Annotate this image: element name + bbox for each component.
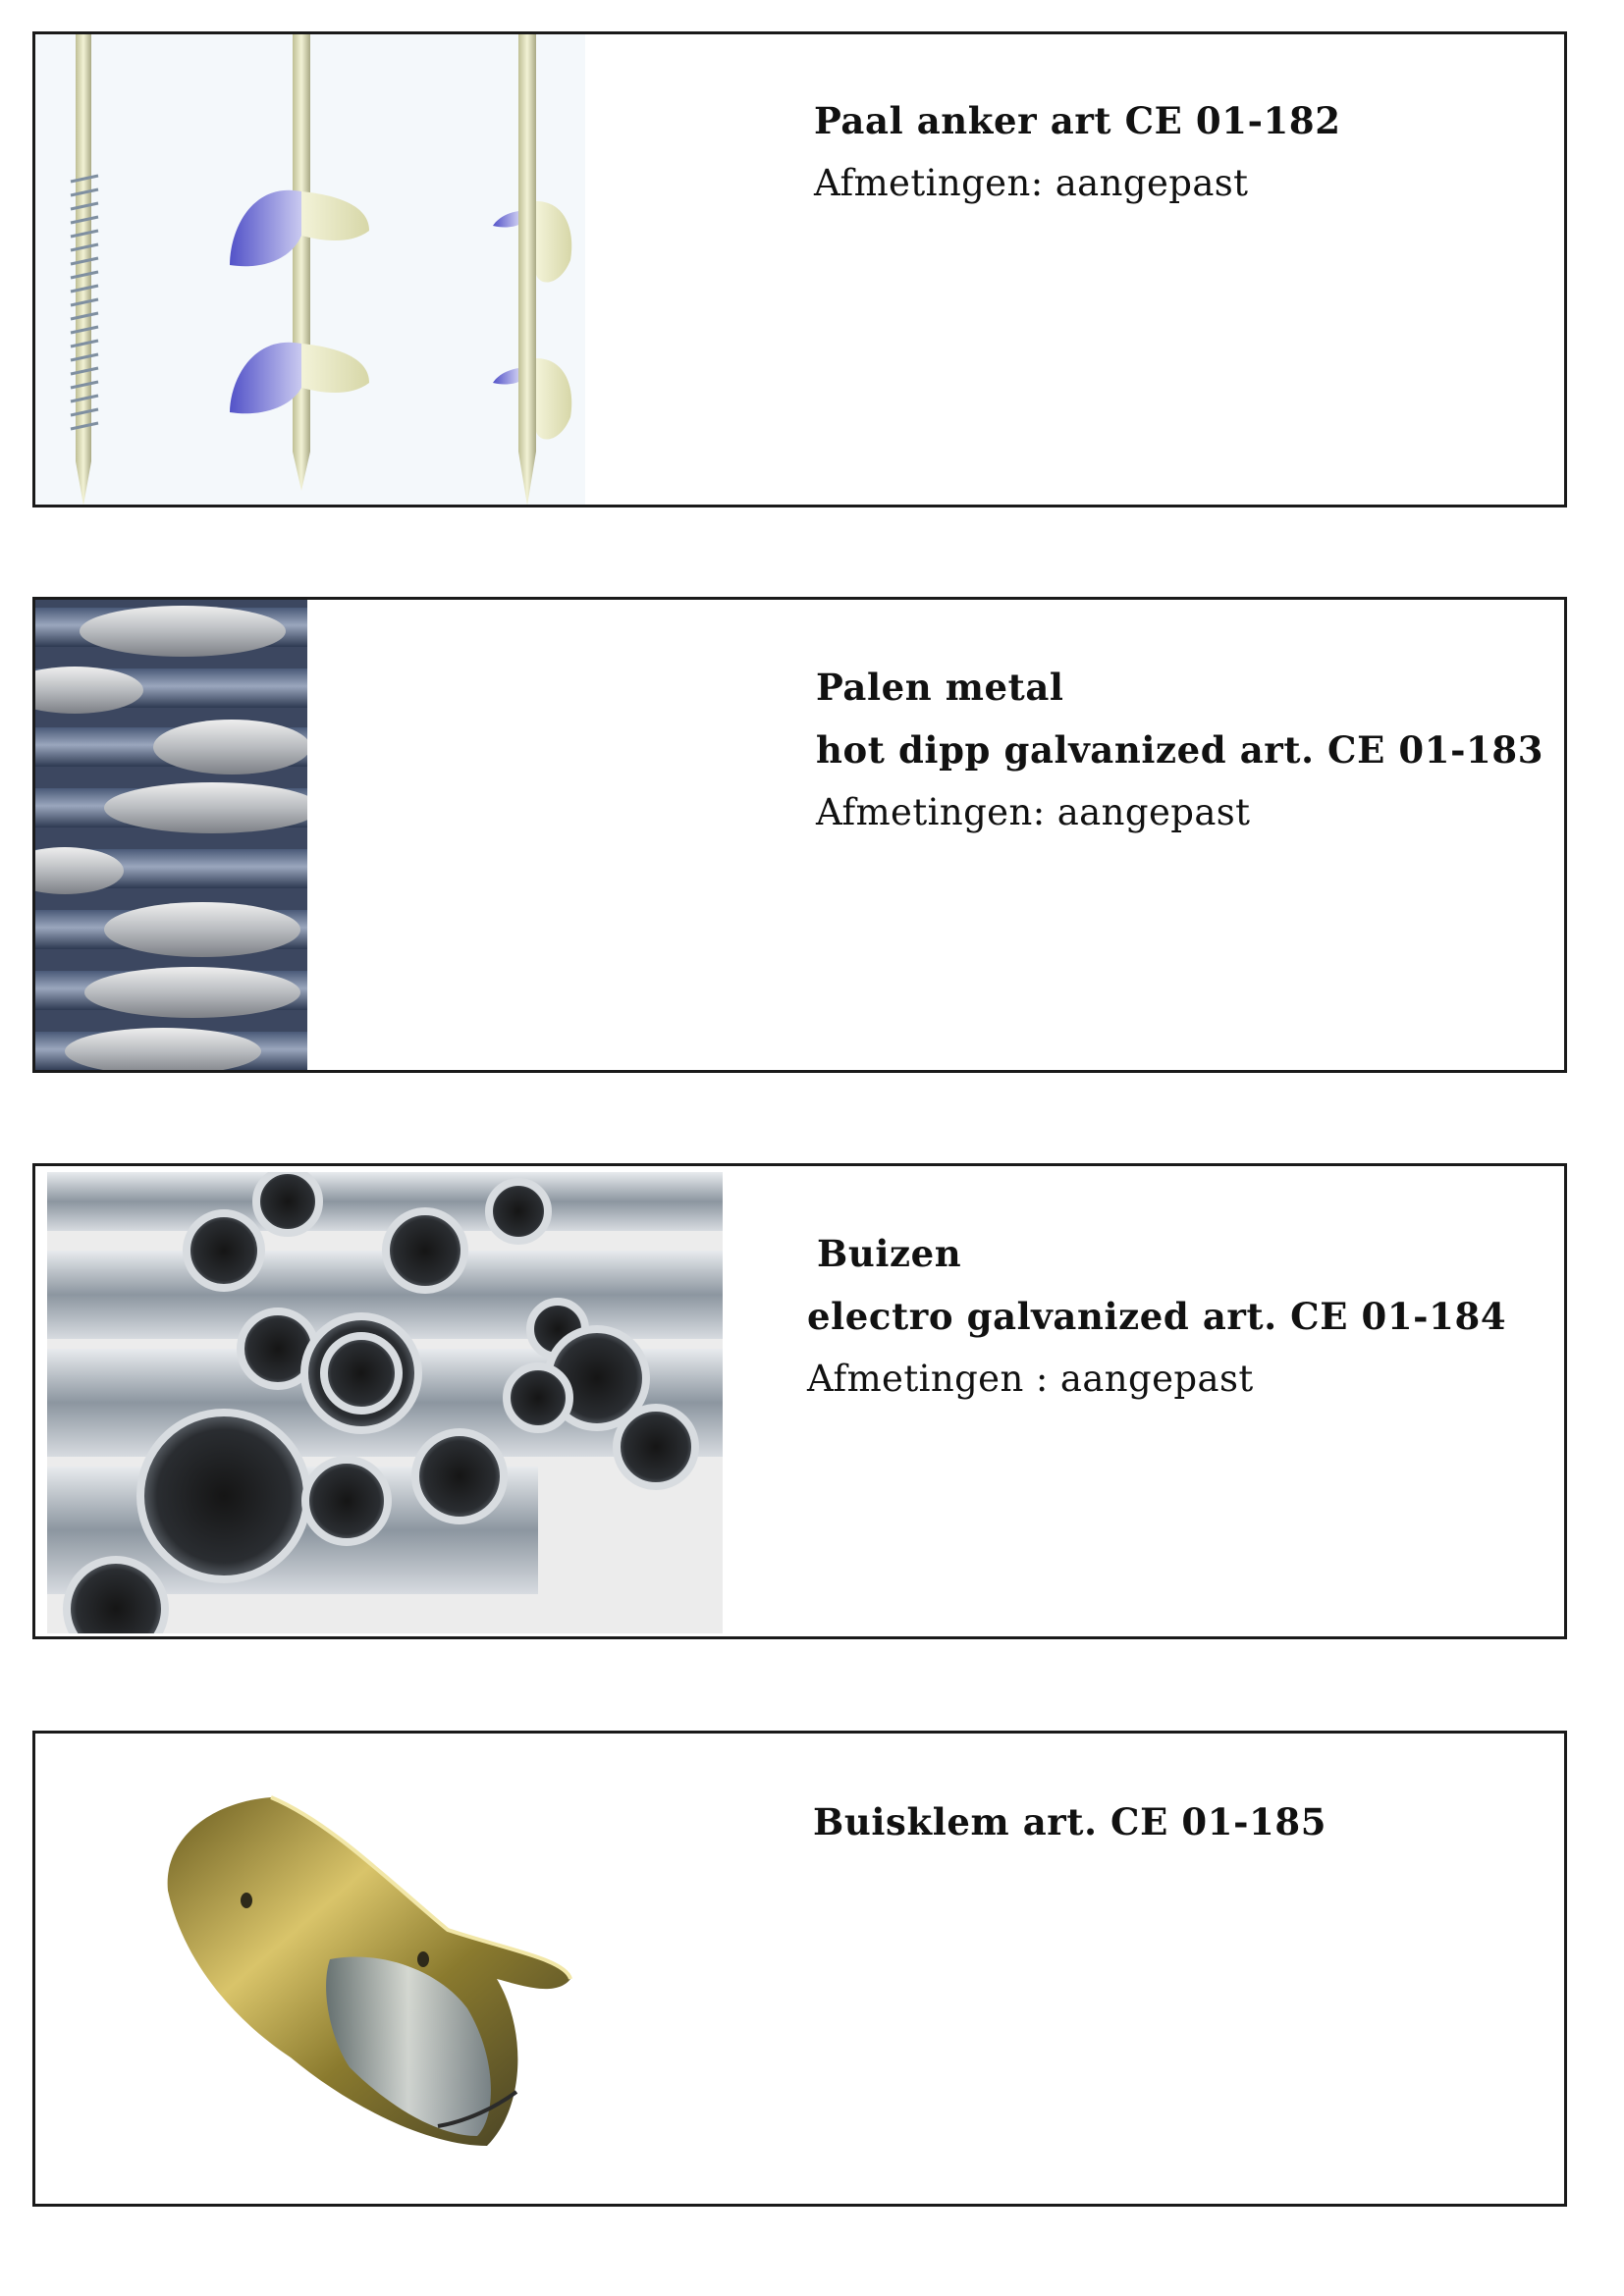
product-title-line: Paal anker art CE 01-182 <box>814 99 1341 142</box>
product-card-182 <box>32 31 1567 507</box>
product-card-184 <box>32 1163 1567 1639</box>
ground-screw-anchors-image <box>35 34 585 505</box>
product-title-line: electro galvanized art. CE 01-184 <box>807 1295 1507 1338</box>
product-card-185 <box>32 1731 1567 2207</box>
galvanized-helical-piles-illustration <box>35 600 307 1070</box>
tube-clamp-image <box>35 1734 683 2204</box>
product-title-line: Palen metal <box>816 666 1064 709</box>
tube-clamp-illustration <box>35 1734 683 2204</box>
steel-tubes-illustration <box>47 1172 723 1633</box>
product-text-185 <box>813 1800 1326 1843</box>
product-text-184 <box>807 1232 1506 1400</box>
product-dimensions: Afmetingen : aangepast <box>807 1358 1254 1400</box>
ground-screw-anchors-illustration <box>35 34 585 505</box>
steel-tubes-image <box>47 1172 723 1633</box>
product-text-182 <box>814 99 1341 204</box>
product-text-183 <box>816 666 1543 833</box>
product-title-line: hot dipp galvanized art. CE 01-183 <box>816 728 1544 772</box>
galvanized-helical-piles-image <box>35 600 307 1070</box>
product-title-line: Buizen <box>817 1232 962 1275</box>
product-dimensions: Afmetingen: aangepast <box>816 791 1251 833</box>
product-title-line: Buisklem art. CE 01-185 <box>813 1800 1327 1843</box>
product-card-183 <box>32 597 1567 1073</box>
product-dimensions: Afmetingen: aangepast <box>814 162 1249 204</box>
